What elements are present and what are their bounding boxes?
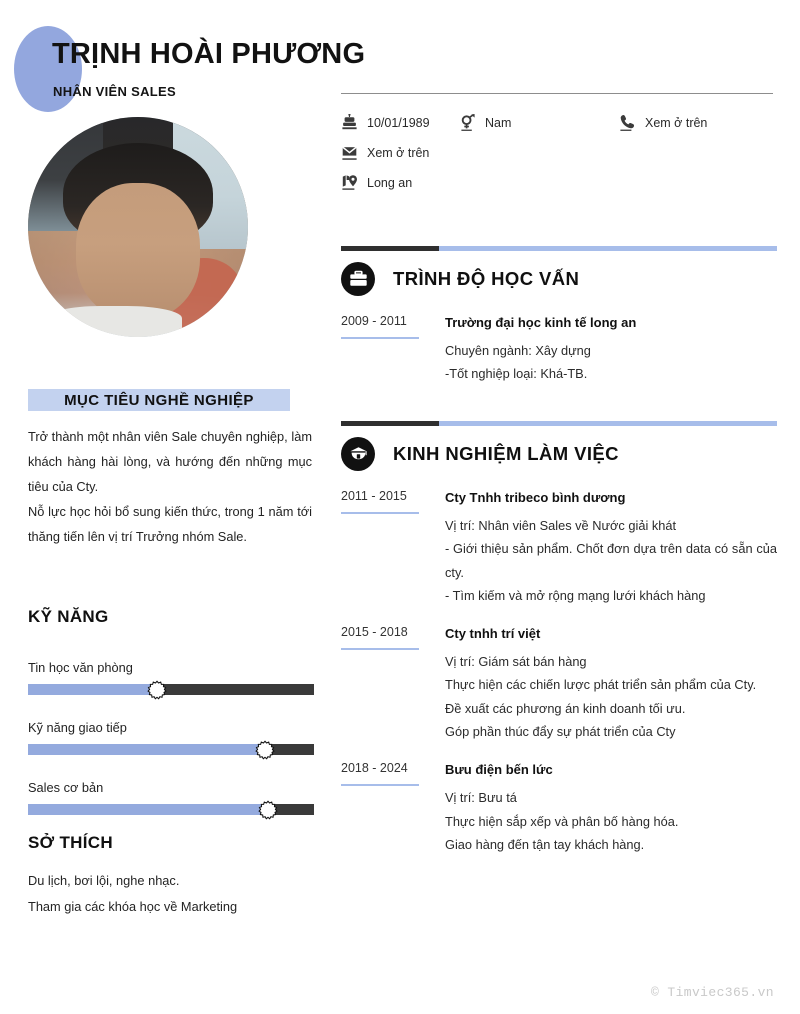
section-header (341, 262, 777, 296)
experience-entry (341, 625, 777, 743)
avatar-face (76, 183, 199, 319)
skill-label: Sales cơ bản (28, 780, 104, 795)
hobby-line: Du lịch, bơi lội, nghe nhạc. (28, 873, 180, 888)
skill-fill (28, 684, 157, 695)
skill-item (28, 720, 314, 755)
entry-date-underline (341, 784, 419, 786)
objective-title: MỤC TIÊU NGHỀ NGHIỆP (64, 391, 254, 409)
skills-list (28, 660, 314, 840)
experience-entry (341, 489, 777, 607)
skill-slider-handle[interactable] (147, 680, 166, 699)
contact-divider (341, 93, 773, 94)
entry-line: Thực hiện sắp xếp và phân bố hàng hóa. (445, 813, 679, 829)
section-title-skills: KỸ NĂNG (28, 607, 109, 626)
job-title: NHÂN VIÊN SALES (53, 84, 176, 99)
section-title: TRÌNH ĐỘ HỌC VẤN (393, 268, 580, 289)
gender-icon (459, 113, 476, 132)
page-title: TRỊNH HOÀI PHƯƠNG (52, 38, 366, 70)
entry-body (445, 761, 777, 856)
skill-fill (28, 804, 268, 815)
envelope-icon (341, 143, 358, 162)
entry-body (445, 625, 777, 743)
entry-date (341, 314, 445, 386)
skill-slider[interactable] (28, 804, 314, 815)
briefcase-icon (341, 262, 375, 296)
section-title: KINH NGHIỆM LÀM VIỆC (393, 443, 619, 464)
contact-phone-value: Xem ở trên (645, 115, 708, 130)
contact-birthday-value: 10/01/1989 (367, 115, 430, 130)
entry-line: Vị trí: Giám sát bán hàng (445, 654, 587, 670)
entry-line: - Tìm kiếm và mở rộng mạng lưới khách hàng (445, 587, 706, 603)
skill-label: Tin học văn phòng (28, 660, 133, 675)
section-title-hobbies: SỞ THÍCH (28, 833, 113, 852)
entry-line: Góp phần thúc đẩy sự phát triển của Cty (445, 723, 676, 739)
entry-title: Trường đại học kinh tế long an (445, 315, 637, 330)
entry-line: Vị trí: Bưu tá (445, 790, 517, 806)
contact-row (341, 173, 781, 203)
entry-title: Cty tnhh trí việt (445, 626, 541, 642)
contact-email (341, 143, 429, 162)
entry-date-underline (341, 512, 419, 514)
skill-item (28, 660, 314, 695)
skill-item (28, 780, 314, 815)
entry-title: Cty Tnhh tribeco bình dương (445, 490, 626, 505)
contact-email-value: Xem ở trên (367, 145, 430, 160)
entry-body (445, 489, 777, 607)
objective-body (28, 425, 312, 550)
map-pin-icon (341, 173, 358, 192)
contact-block (341, 113, 781, 203)
skill-slider[interactable] (28, 744, 314, 755)
contact-address (341, 173, 412, 192)
avatar-photo (28, 117, 248, 337)
entry-date-text: 2009 - 2011 (341, 314, 407, 328)
contact-birthday (341, 113, 459, 132)
skill-slider-handle[interactable] (259, 800, 278, 819)
experience-entry (341, 761, 777, 856)
entry-date-text: 2018 - 2024 (341, 761, 408, 776)
skill-slider-handle[interactable] (256, 740, 275, 759)
section-education (341, 246, 777, 386)
section-header (341, 437, 777, 471)
skill-fill (28, 744, 265, 755)
entry-line: Giao hàng đến tận tay khách hàng. (445, 836, 645, 852)
entry-date-underline (341, 648, 419, 650)
contact-row (341, 113, 781, 143)
entry-title: Bưu điện bến lức (445, 762, 553, 778)
entry-date (341, 625, 445, 743)
entry-date (341, 761, 445, 856)
birthday-cake-icon (341, 113, 358, 132)
entry-line: Chuyên ngành: Xây dựng (445, 343, 591, 358)
entry-line: -Tốt nghiệp loại: Khá-TB. (445, 366, 588, 382)
entry-line: Thực hiện các chiến lược phát triển sản phẩm của Cty. (445, 677, 757, 693)
education-entry (341, 314, 777, 386)
entry-date-underline (341, 337, 419, 339)
entry-body (445, 314, 777, 386)
graduation-icon (341, 437, 375, 471)
entry-date (341, 489, 445, 607)
objective-paragraph: Trở thành một nhân viên Sale chuyên nghiệp, làm khách hàng hài lòng, và hướng đến những mục tiêu của Cty. (28, 429, 312, 494)
skill-slider[interactable] (28, 684, 314, 695)
phone-icon (619, 113, 636, 132)
contact-phone (619, 113, 707, 132)
section-experience (341, 421, 777, 856)
avatar-shirt (46, 306, 182, 337)
entry-line: Đề xuất các phương án kinh doanh tối ưu. (445, 700, 686, 716)
skill-label: Kỹ năng giao tiếp (28, 720, 127, 735)
contact-gender (459, 113, 619, 132)
footer-watermark: © Timviec365.vn (650, 985, 774, 1000)
objective-paragraph: Nỗ lực học hỏi bổ sung kiến thức, trong 1 năm tới thăng tiến lên vị trí Trưởng nhóm Sale. (28, 503, 312, 544)
contact-address-value: Long an (367, 175, 413, 190)
contact-row (341, 143, 781, 173)
hobby-line: Tham gia các khóa học về Marketing (28, 899, 238, 915)
entry-line: Vị trí: Nhân viên Sales về Nước giải khát (445, 518, 677, 533)
section-divider-bar (341, 246, 777, 251)
contact-gender-value: Nam (485, 115, 512, 130)
entry-date-text: 2011 - 2015 (341, 489, 407, 503)
entry-line: - Giới thiệu sản phẩm. Chốt đơn dựa trên data có sẵn của cty. (445, 541, 777, 580)
entry-date-text: 2015 - 2018 (341, 625, 408, 640)
section-title-objective (28, 389, 290, 411)
avatar (28, 117, 248, 337)
hobbies-body (28, 868, 318, 920)
section-divider-bar (341, 421, 777, 426)
